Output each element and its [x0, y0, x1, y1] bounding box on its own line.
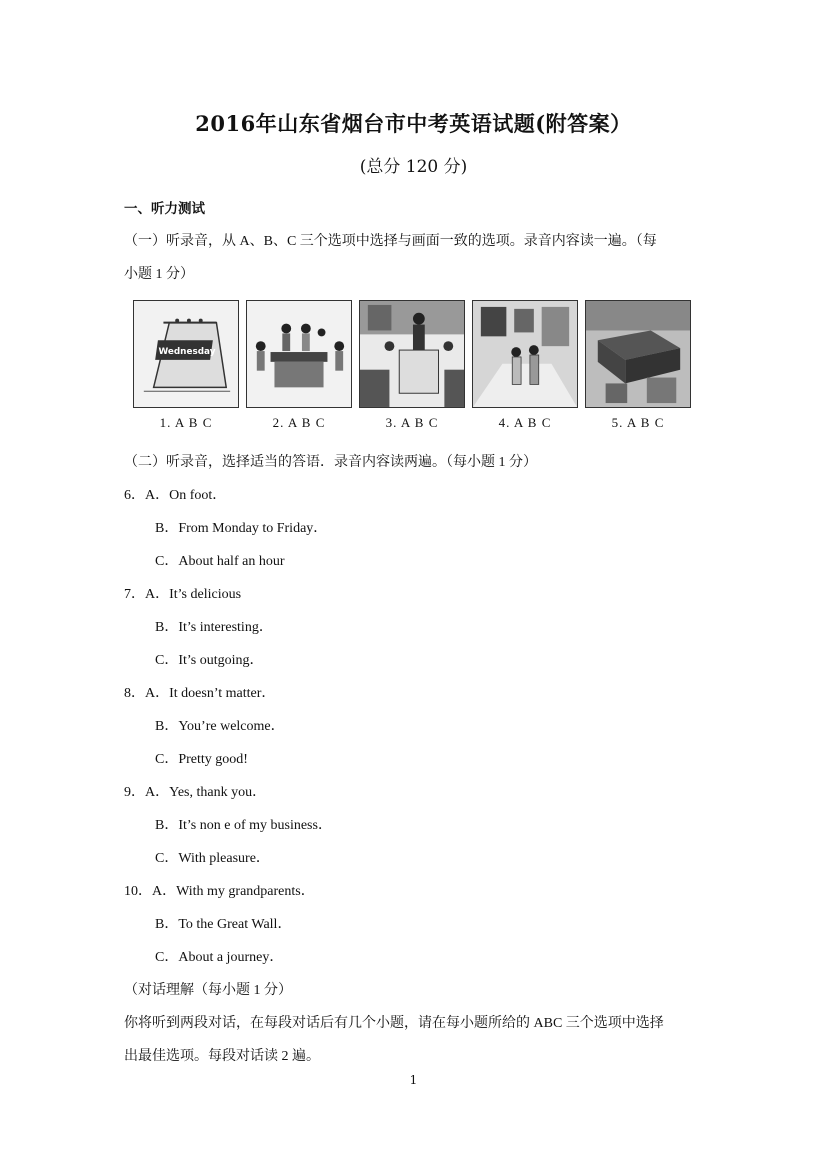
part2-instruction: （二）听录音，选择适当的答语．录音内容读两遍。（每小题 1 分）: [124, 455, 537, 470]
question-8-option-b: B．You’re welcome．: [155, 719, 285, 734]
question-9-option-a: 9．A．Yes, thank you．: [124, 785, 267, 800]
picture-5-desk: [585, 300, 691, 408]
question-6-option-b: B．From Monday to Friday．: [155, 521, 328, 536]
picture-caption: 1. A B C: [159, 415, 213, 430]
picture-caption: 3. A B C: [385, 415, 439, 430]
question-10-option-c: C．About a journey．: [155, 950, 284, 965]
part1-instruction-line1: （一）听录音，从 A、B、C 三个选项中选择与画面一致的选项。录音内容读一遍。（每: [124, 234, 657, 249]
question-10-option-a: 10．A．With my grandparents．: [124, 884, 315, 899]
picture-2-meeting: [246, 300, 352, 408]
part3-instruction-line1: 你将听到两段对话，在每段对话后有几个小题，请在每小题所给的 ABC 三个选项中选择: [124, 1016, 664, 1031]
picture-3-classroom: [359, 300, 465, 408]
question-8-option-c: C．Pretty good!: [155, 752, 248, 767]
picture-caption: 5. A B C: [611, 415, 665, 430]
page-number: 1: [409, 1073, 418, 1087]
question-7-option-b: B．It’s interesting．: [155, 620, 273, 635]
question-7-option-c: C．It’s outgoing．: [155, 653, 264, 668]
calendar-sign-text: Wednesday: [158, 347, 216, 357]
page-title: 2016年山东省烟台市中考英语试题(附答案）: [195, 111, 632, 136]
question-6-option-a: 6．A．On foot．: [124, 488, 227, 503]
question-9-option-c: C．With pleasure．: [155, 851, 270, 866]
picture-4-hallway: [472, 300, 578, 408]
question-10-option-b: B．To the Great Wall．: [155, 917, 292, 932]
section-heading: 一、听力测试: [124, 201, 205, 217]
part3-instruction-line2: 出最佳选项。每段对话读 2 遍。: [124, 1049, 320, 1064]
picture-caption: 4. A B C: [498, 415, 552, 430]
picture-1-calendar: [133, 300, 239, 408]
question-9-option-b: B．It’s non e of my business．: [155, 818, 332, 833]
picture-row: [133, 300, 693, 412]
picture-captions: [133, 415, 693, 433]
question-7-option-a: 7．A．It’s delicious: [124, 587, 242, 602]
part3-heading: （对话理解（每小题 1 分）: [124, 983, 292, 998]
question-6-option-c: C．About half an hour: [155, 554, 285, 569]
question-8-option-a: 8．A．It doesn’t matter．: [124, 686, 276, 701]
page-subtitle: (总分 120 分): [359, 157, 468, 177]
part1-instruction-line2: 小题 1 分）: [124, 267, 194, 282]
picture-caption: 2. A B C: [272, 415, 326, 430]
